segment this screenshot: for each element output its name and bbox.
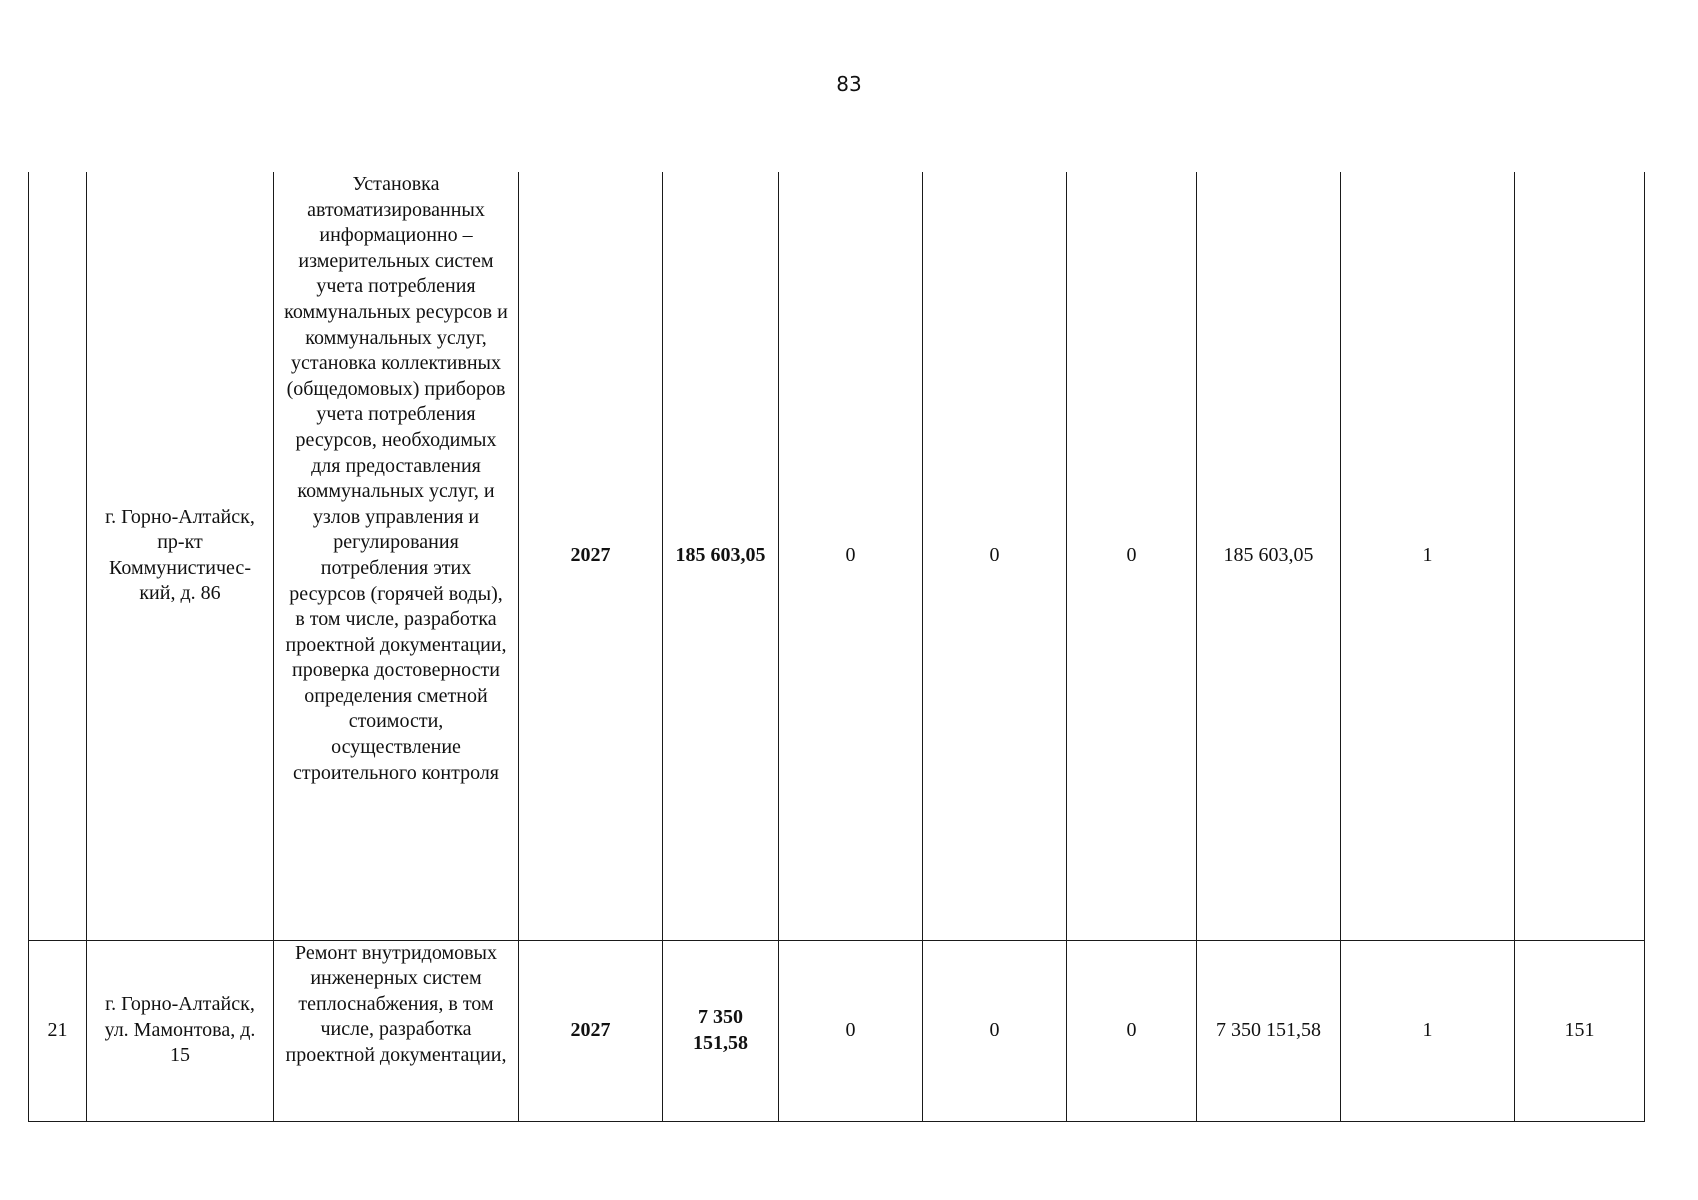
- year-cell: 2027: [519, 940, 663, 1121]
- funding-amount-cell: 185 603,05: [1197, 172, 1341, 940]
- year-cell: 2027: [519, 172, 663, 940]
- value-cell: 0: [923, 172, 1067, 940]
- table-row: [29, 940, 1645, 1121]
- work-description-cell: Ремонт внутридомовых инженерных систем теплоснабжения, в том числе, разработка проектной документации,: [274, 940, 519, 1121]
- page-number: 83: [836, 72, 862, 96]
- row-number-cell: [29, 172, 87, 940]
- value-cell: 0: [923, 940, 1067, 1121]
- value-cell: 0: [1067, 172, 1197, 940]
- row-number-cell: 21: [29, 940, 87, 1121]
- total-cost-cell: 7 350 151,58: [663, 940, 779, 1121]
- address-cell: г. Горно-Алтайск, пр-кт Коммунистичес-кий, д. 86: [87, 172, 274, 940]
- value-cell: 0: [1067, 940, 1197, 1121]
- table-row: [29, 172, 1645, 940]
- count-cell: 1: [1341, 172, 1515, 940]
- extra-cell: 151: [1515, 940, 1645, 1121]
- total-cost-cell: 185 603,05: [663, 172, 779, 940]
- value-cell: 0: [779, 940, 923, 1121]
- count-cell: 1: [1341, 940, 1515, 1121]
- work-schedule-table: [28, 172, 1645, 1122]
- work-description-cell: Установка автоматизированных информационно – измерительных систем учета потребления коммунальных ресурсов и коммунальных услуг, установка коллективных (общедомовых) приборов учета потребления ресурсов, необходимых для предоставления коммунальных услуг, и узлов управления и регулирования потребления этих ресурсов (горячей воды), в том числе, разработка проектной документации, проверка достоверности определения сметной стоимости, осуществление строительного контроля: [274, 172, 519, 940]
- extra-cell: [1515, 172, 1645, 940]
- funding-amount-cell: 7 350 151,58: [1197, 940, 1341, 1121]
- value-cell: 0: [779, 172, 923, 940]
- address-cell: г. Горно-Алтайск, ул. Мамонтова, д. 15: [87, 940, 274, 1121]
